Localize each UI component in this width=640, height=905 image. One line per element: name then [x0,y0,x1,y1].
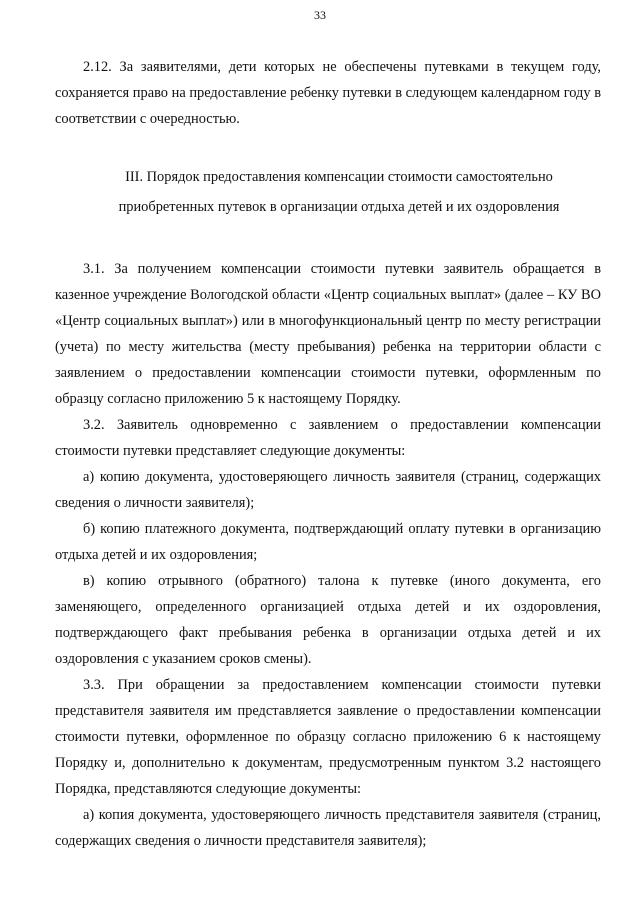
paragraph-3-2-a: а) копию документа, удостоверяющего личность заявителя (страниц, содержащих сведения о личности заявителя); [55,469,601,511]
paragraph-3-2: 3.2. Заявитель одновременно с заявлением о предоставлении компенсации стоимости путевки представляет следующие документы: [55,417,601,459]
paragraph-3-1: 3.1. За получением компенсации стоимости путевки заявитель обращается в казенное учреждение Вологодской области «Центр социальных выплат» (далее – КУ ВО «Центр социальных выплат») или в многофункциональный центр по месту регистрации (учета) по месту жительства (месту пребывания) ребенка на территории области с заявлением о предоставлении компенсации стоимости путевки, оформленным по образцу согласно приложению 5 к настоящему Порядку. [55,261,601,407]
paragraph-3-3: 3.3. При обращении за предоставлением компенсации стоимости путевки представителя заявителя им представляется заявление о предоставлении компенсации стоимости путевки, оформленное по образцу согласно приложению 6 к настоящему Порядку и, дополнительно к документам, предусмотренным пунктом 3.2 настоящего Порядка, представляются следующие документы: [55,677,601,797]
paragraph-2-12: 2.12. За заявителями, дети которых не обеспечены путевками в текущем году, сохраняется право на предоставление ребенку путевки в следующем календарном году в соответствии с очередностью. [55,59,601,127]
section-title: III. Порядок предоставления компенсации стоимости самостоятельно приобретенных путевок в организации отдыха детей и их оздоровления [118,169,560,215]
paragraph-3-2-b: б) копию платежного документа, подтверждающий оплату путевки в организацию отдыха детей и их оздоровления; [55,521,601,563]
spacer [55,222,601,256]
page-number: 33 [314,8,326,22]
document-body [55,54,601,854]
paragraph-3-3-a: а) копия документа, удостоверяющего личность представителя заявителя (страниц, содержащих сведения о личности представителя заявителя); [55,807,601,849]
paragraph-3-2-v: в) копию отрывного (обратного) талона к путевке (иного документа, его заменяющего, определенного организацией отдыха детей и их оздоровления, подтверждающего факт пребывания ребенка в организации отдыха детей и их оздоровления с указанием сроков смены). [55,573,601,667]
